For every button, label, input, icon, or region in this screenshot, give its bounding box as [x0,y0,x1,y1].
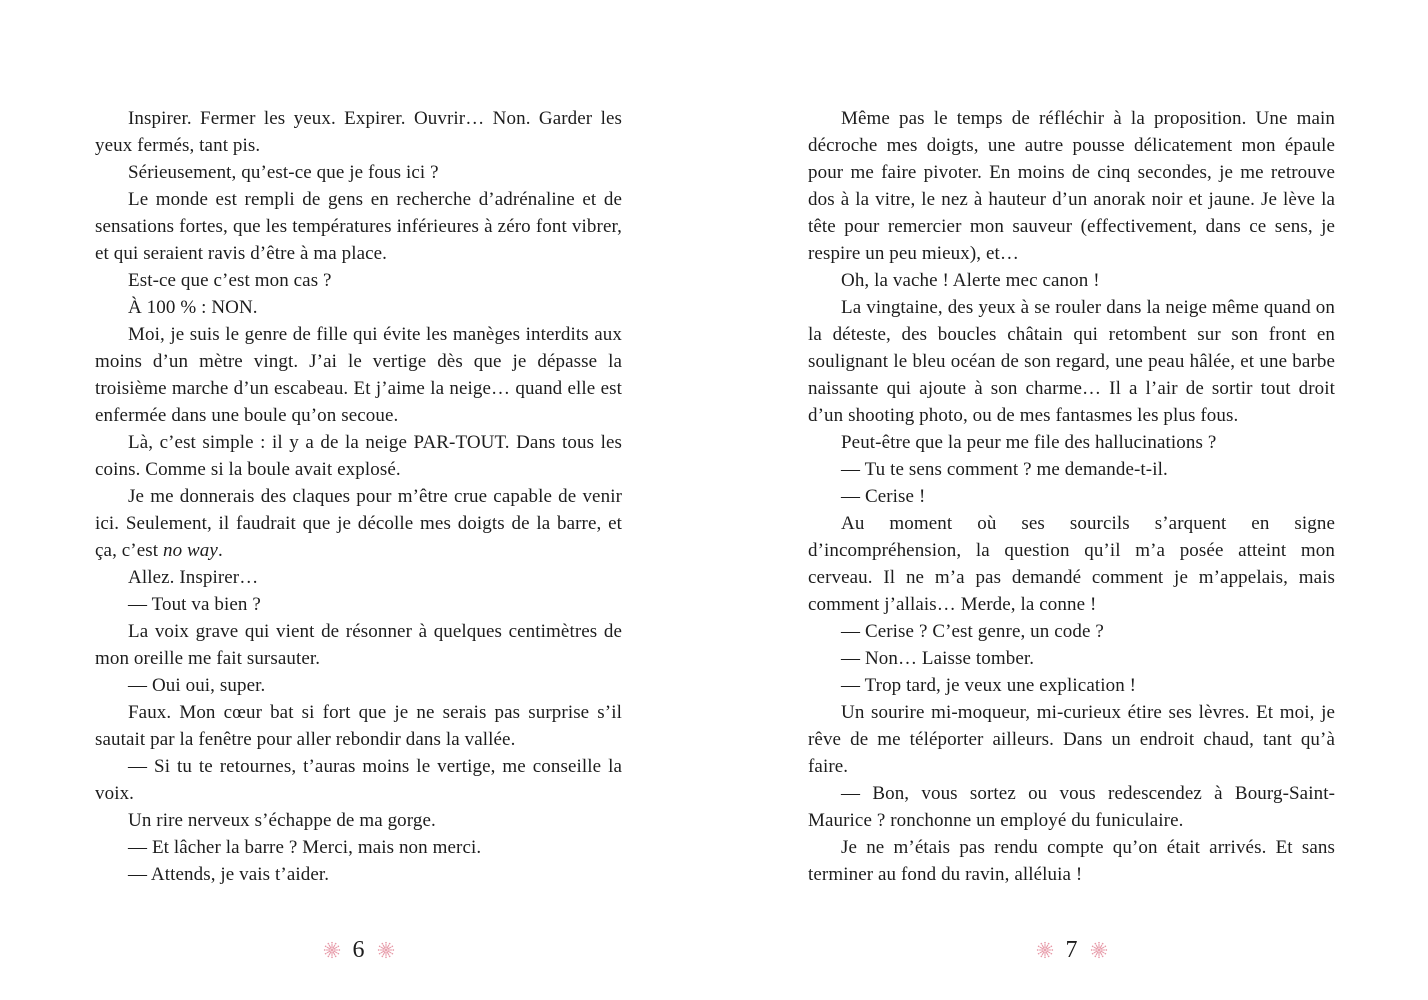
text-run: Là, c’est simple : il y a de la neige PAR-TOUT. Dans tous les coins. Comme si la boule avait explosé. [95,432,622,480]
paragraph [808,294,1335,429]
paragraph [808,618,1335,645]
paragraph [808,483,1335,510]
text-run: Le monde est rempli de gens en recherche d’adrénaline et de sensations fortes, que les températures inférieures à zéro font vibrer, et qui seraient ravis d’être à ma place. [95,189,622,264]
text-run: La voix grave qui vient de résonner à quelques centimètres de mon oreille me fait sursauter. [95,621,622,669]
paragraph [808,267,1335,294]
page-right [808,105,1335,975]
paragraph [95,564,622,591]
paragraph [95,618,622,672]
snowflake-icon [377,941,395,959]
text-run: — Non… Laisse tomber. [841,648,1035,669]
paragraph [95,483,622,564]
paragraph [95,834,622,861]
text-run: — Attends, je vais t’aider. [128,864,330,885]
paragraph [808,510,1335,618]
page-footer [95,936,622,964]
text-run: Un rire nerveux s’échappe de ma gorge. [128,810,436,831]
text-run: — Cerise ! [841,486,926,507]
page-left [95,105,622,975]
text-run: Peut-être que la peur me file des hallucinations ? [841,432,1217,453]
italic-text: no way [162,540,218,561]
paragraph [95,105,622,159]
text-run: Sérieusement, qu’est-ce que je fous ici ? [128,162,439,183]
text-run: Au moment où ses sourcils s’arquent en signe d’incompréhension, la question qu’il m’a posée atteint mon cerveau. Il ne m’a pas demandé comment je m’appelais, mais comment j’allais… Merde, la conne ! [808,513,1335,615]
text-run: — Si tu te retournes, t’auras moins le vertige, me conseille la voix. [95,756,622,804]
text-run: Oh, la vache ! Alerte mec canon ! [841,270,1100,291]
paragraph [95,672,622,699]
text-run: La vingtaine, des yeux à se rouler dans la neige même quand on la déteste, des boucles châtain qui retombent sur son front en soulignant le bleu océan de son regard, une peau hâlée, et une barbe naissante qui ajoute à son charme… Il a l’air de sortir tout droit d’un shooting photo, ou de mes fantasmes les plus fous. [808,297,1335,426]
paragraph [808,834,1335,888]
paragraph [95,186,622,267]
page-text [95,105,622,888]
text-run: À 100 % : NON. [128,297,258,318]
paragraph [808,429,1335,456]
text-run: — Tu te sens comment ? me demande-t-il. [841,459,1168,480]
text-run: Je me donnerais des claques pour m’être crue capable de venir ici. Seulement, il faudrait que je décolle mes doigts de la barre, et ça, c’est [95,486,622,561]
snowflake-icon [1090,941,1108,959]
paragraph [808,456,1335,483]
paragraph [95,591,622,618]
snowflake-icon [1036,941,1054,959]
page-number: 7 [1065,937,1078,963]
text-run: Allez. Inspirer… [128,567,259,588]
text-run: Est-ce que c’est mon cas ? [128,270,332,291]
paragraph [95,321,622,429]
paragraph [95,861,622,888]
paragraph [95,159,622,186]
page-number: 6 [352,937,365,963]
paragraph [808,645,1335,672]
page-text [808,105,1335,888]
paragraph [95,699,622,753]
snowflake-icon [323,941,341,959]
paragraph [95,429,622,483]
text-run: . [217,540,223,561]
text-run: Moi, je suis le genre de fille qui évite les manèges interdits aux moins d’un mètre vingt. J’ai le vertige dès que je dépasse la troisième marche d’un escabeau. Et j’aime la neige… quand elle est enfermée dans une boule qu’on secoue. [95,324,622,426]
paragraph [808,105,1335,267]
paragraph [808,780,1335,834]
text-run: — Tout va bien ? [128,594,261,615]
paragraph [95,294,622,321]
text-run: Un sourire mi-moqueur, mi-curieux étire ses lèvres. Et moi, je rêve de me téléporter ailleurs. Dans un endroit chaud, tant qu’à faire. [808,702,1335,777]
text-run: — Trop tard, je veux une explication ! [841,675,1137,696]
text-run: — Bon, vous sortez ou vous redescendez à Bourg-Saint-Maurice ? ronchonne un employé du funiculaire. [808,783,1335,831]
text-run: — Et lâcher la barre ? Merci, mais non merci. [128,837,482,858]
text-run: Même pas le temps de réfléchir à la proposition. Une main décroche mes doigts, une autre pousse délicatement mon épaule pour me faire pivoter. En moins de cinq secondes, je me retrouve dos à la vitre, le nez à hauteur d’un anorak noir et jaune. Je lève la tête pour remercier mon sauveur (effectivement, dans ce sens, je respire un peu mieux), et… [808,108,1335,264]
paragraph [808,672,1335,699]
paragraph [95,807,622,834]
text-run: — Cerise ? C’est genre, un code ? [841,621,1104,642]
paragraph [808,699,1335,780]
text-run: — Oui oui, super. [128,675,266,696]
paragraph [95,753,622,807]
text-run: Je ne m’étais pas rendu compte qu’on était arrivés. Et sans terminer au fond du ravin, alléluia ! [808,837,1335,885]
page-footer [808,936,1335,964]
text-run: Inspirer. Fermer les yeux. Expirer. Ouvrir… Non. Garder les yeux fermés, tant pis. [95,108,622,156]
paragraph [95,267,622,294]
text-run: Faux. Mon cœur bat si fort que je ne serais pas surprise s’il sautait par la fenêtre pour aller rebondir dans la vallée. [95,702,622,750]
